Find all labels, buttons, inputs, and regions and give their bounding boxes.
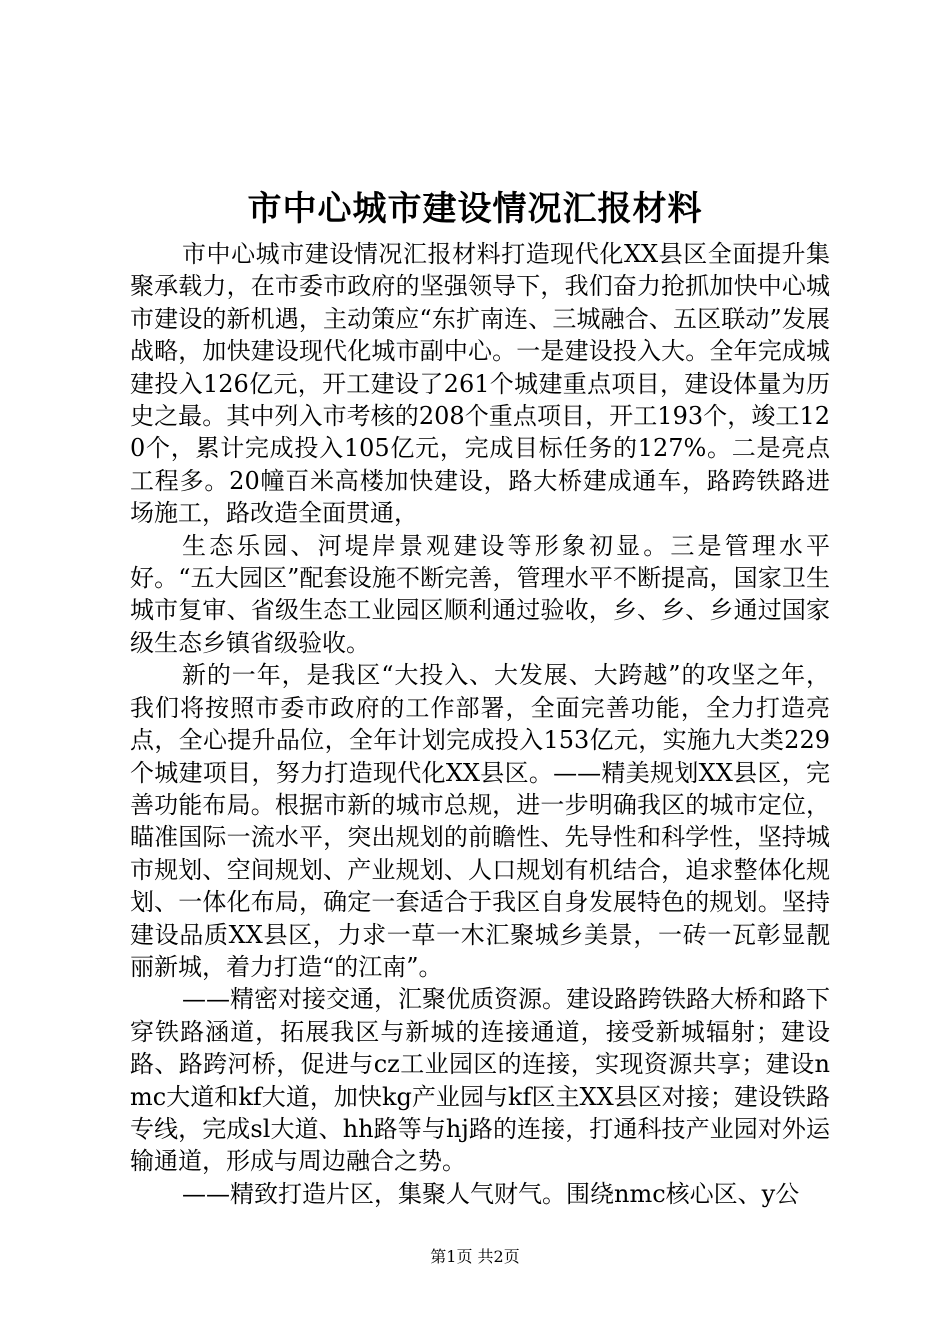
paragraph-4: ——精密对接交通，汇聚优质资源。建设路跨铁路大桥和路下穿铁路涵道，拓展我区与新城的连接通道，接受新城辐射；建设路、路跨河桥，促进与cz工业园区的连接，实现资源共享；建设nmc大道和kf大道，加快kg产业园与kf区主XX县区对接；建设铁路专线，完成sl大道、hh路等与hj路的连接，打通科技产业园对外运输通道，形成与周边融合之势。 <box>130 985 830 1176</box>
paragraph-2: 生态乐园、河堤岸景观建设等形象初显。三是管理水平好。“五大园区”配套设施不断完善，管理水平不断提高，国家卫生城市复审、省级生态工业园区顺利通过验收，乡、乡、乡通过国家级生态乡镇省级验收。 <box>130 531 830 657</box>
paragraph-5: ——精致打造片区，集聚人气财气。围绕nmc核心区、y公 <box>182 1179 800 1208</box>
document-title: 市中心城市建设情况汇报材料 <box>247 189 703 229</box>
page-footer: 第1页 共2页 <box>430 1247 520 1266</box>
paragraph-3: 新的一年，是我区“大投入、大发展、大跨越”的攻坚之年，我们将按照市委市政府的工作部署，全面完善功能，全力打造亮点，全心提升品位，全年计划完成投入153亿元，实施九大类229个城建项目，努力打造现代化XX县区。——精美规划XX县区，完善功能布局。根据市新的城市总规，进一步明确我区的城市定位，瞄准国际一流水平，突出规划的前瞻性、先导性和科学性，坚持城市规划、空间规划、产业规划、人口规划有机结合，追求整体化规划、一体化布局，确定一套适合于我区自身发展特色的规划。坚持建设品质XX县区，力求一草一木汇聚城乡美景，一砖一瓦彰显靓丽新城，着力打造“的江南”。 <box>130 661 830 981</box>
document-body <box>130 238 830 1210</box>
paragraph-1: 市中心城市建设情况汇报材料打造现代化XX县区全面提升集聚承载力，在市委市政府的坚强领导下，我们奋力抢抓加快中心城市建设的新机遇，主动策应“东扩南连、三城融合、五区联动”发展战略，加快建设现代化城市副中心。一是建设投入大。全年完成城建投入126亿元，开工建设了261个城建重点项目，建设体量为历史之最。其中列入市考核的208个重点项目，开工193个，竣工120个，累计完成投入105亿元，完成目标任务的127%。二是亮点工程多。20幢百米高楼加快建设，路大桥建成通车，路跨铁路进场施工，路改造全面贯通， <box>130 240 830 528</box>
